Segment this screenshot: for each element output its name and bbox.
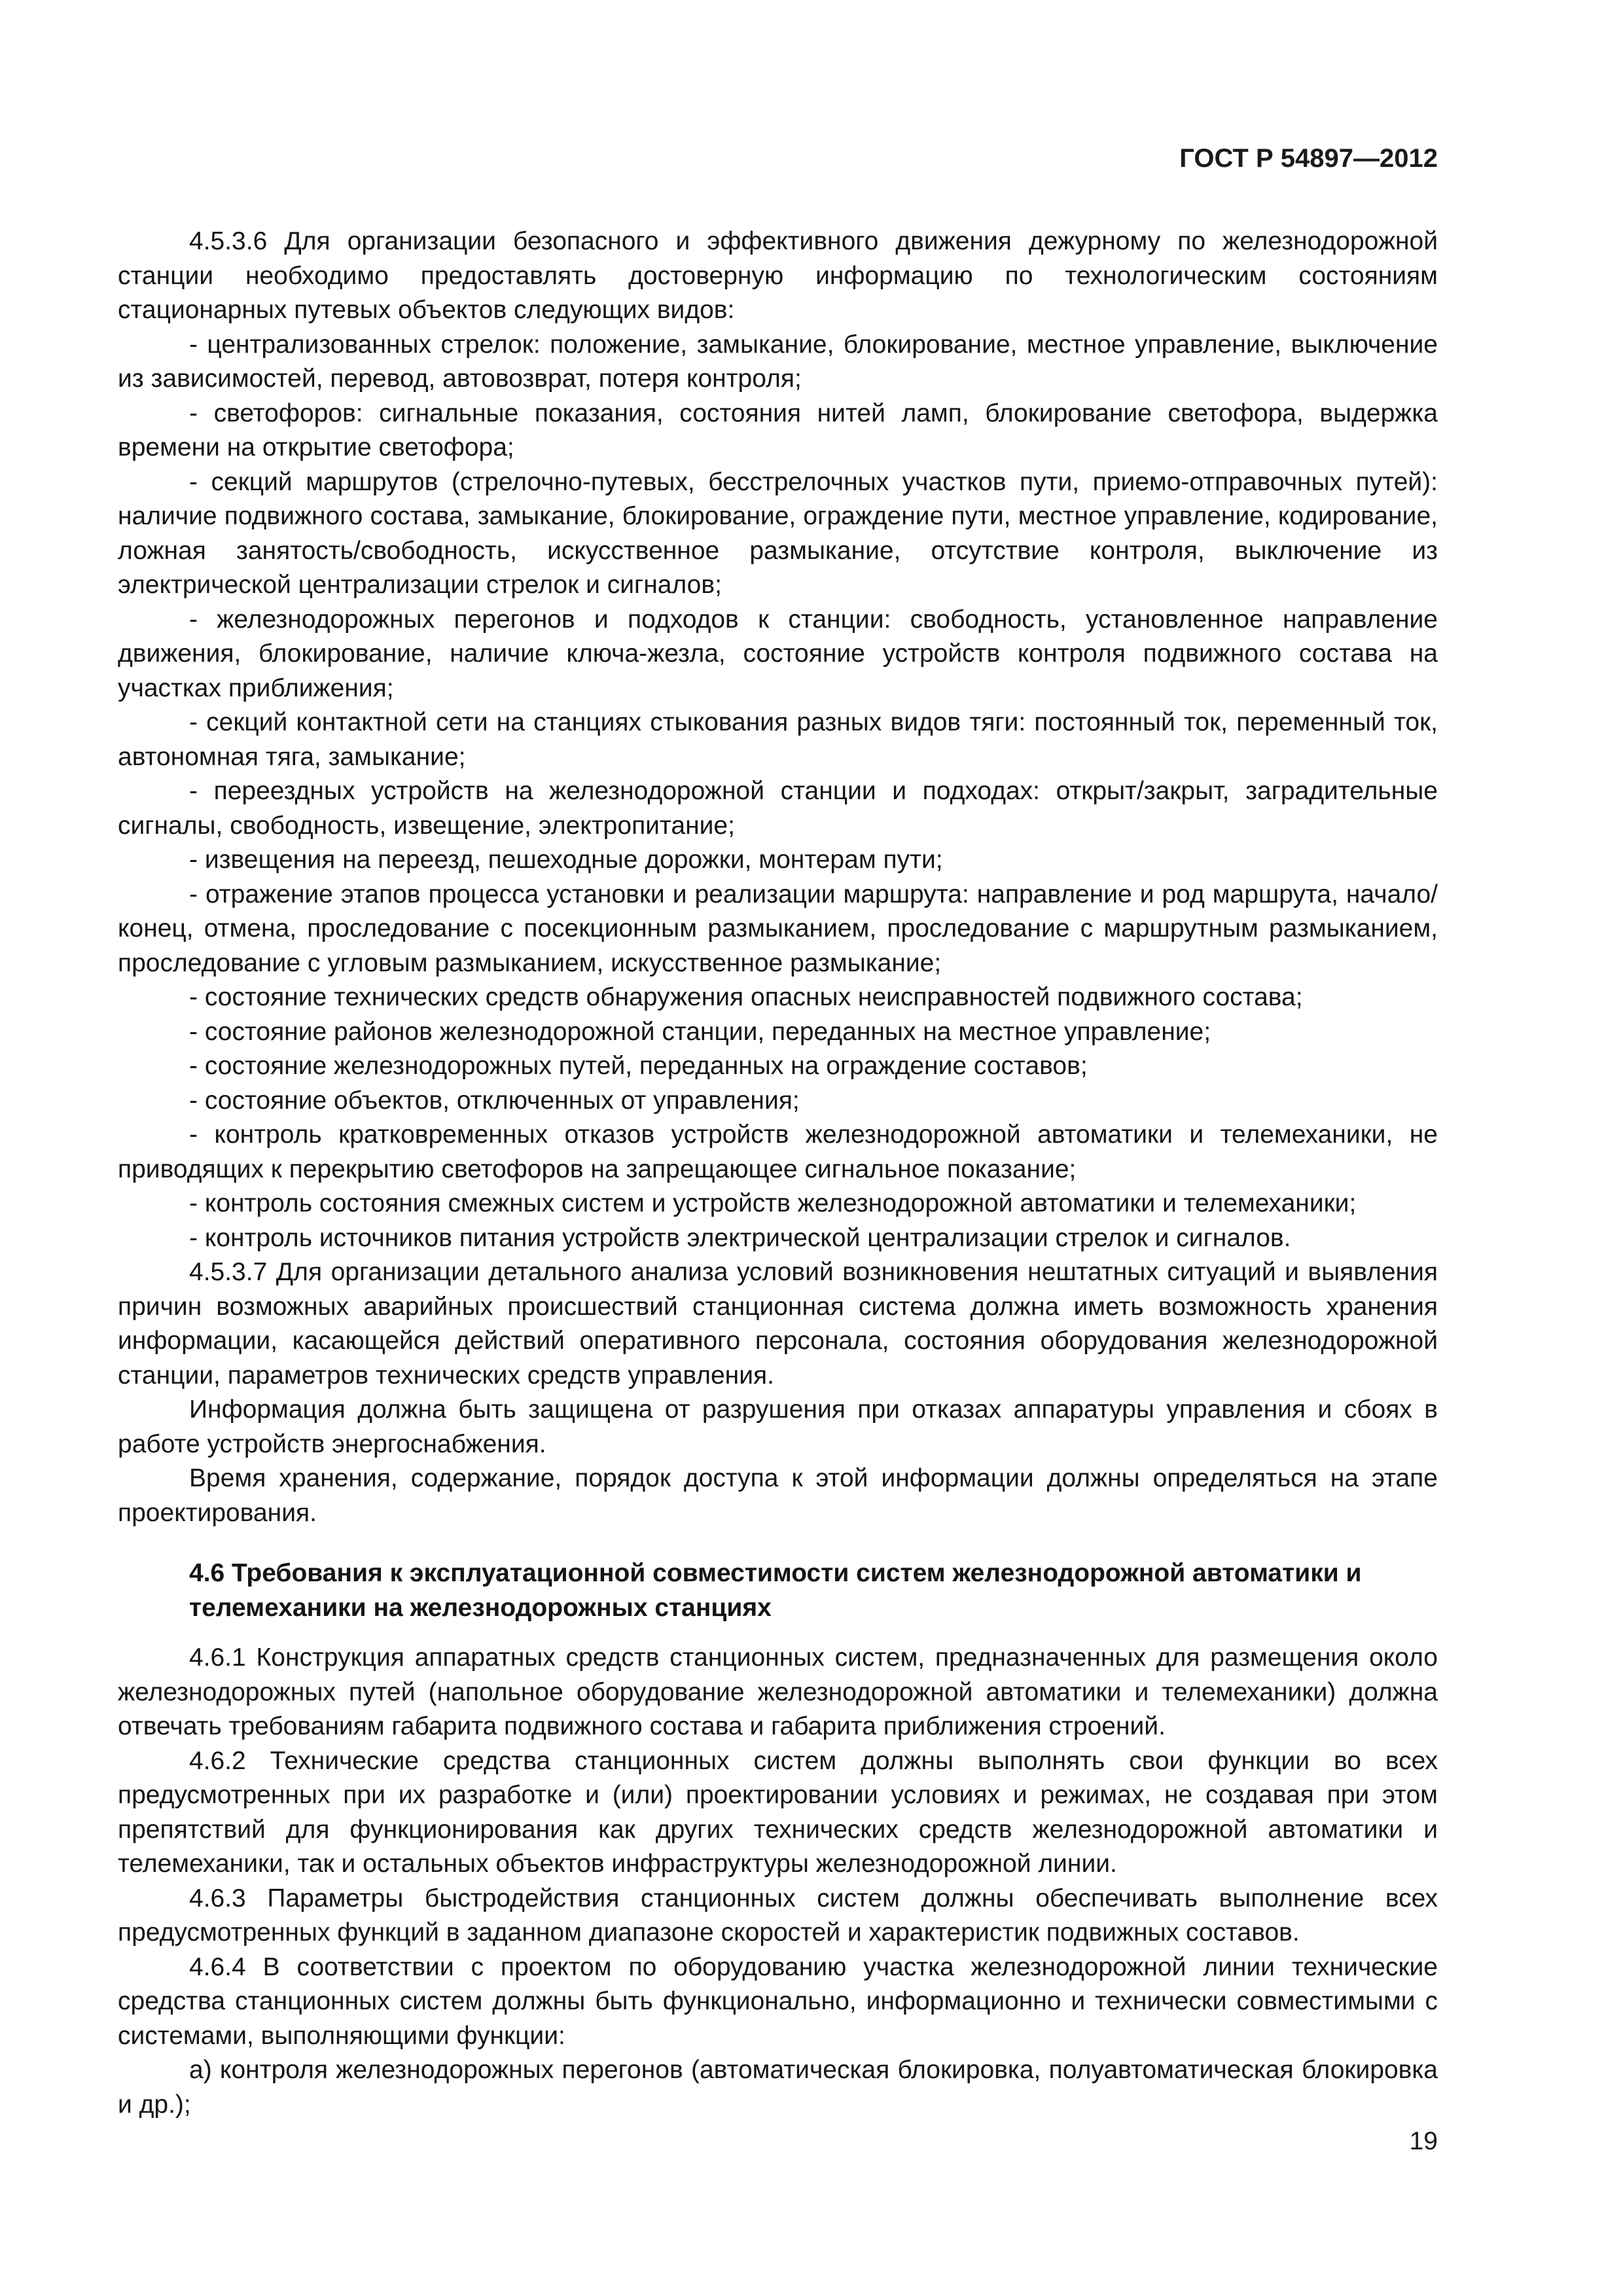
page-body [118, 224, 1438, 2122]
list-item: - состояние объектов, отключенных от управления; [189, 1086, 800, 1115]
paragraph-information-protection: Информация должна быть защищена от разрушения при отказах аппаратуры управления и сбоях в работе устройств энергоснабжения. [118, 1395, 1438, 1458]
list-item: - состояние железнодорожных путей, переданных на ограждение составов; [189, 1052, 1088, 1080]
paragraph-4-6-3: 4.6.3 Параметры быстродействия станционных систем должны обеспечивать выполнение всех предусмотренных функций в заданном диапазоне скоростей и характеристик подвижных составов. [118, 1884, 1438, 1946]
paragraph-4-6-1: 4.6.1 Конструкция аппаратных средств станционных систем, предназначенных для размещения около железнодорожных путей (напольное оборудование железнодорожной автоматики и телемеханики) должна отвечать требованиям габарита подвижного состава и габарита приближения строений. [118, 1643, 1438, 1740]
list-item: - контроль состояния смежных систем и устройств железнодорожной автоматики и телемеханики; [189, 1189, 1357, 1217]
list-item: - контроль источников питания устройств электрической централизации стрелок и сигналов. [189, 1223, 1291, 1252]
list-item: - состояние технических средств обнаружения опасных неисправностей подвижного состава; [189, 983, 1303, 1011]
list-item-a: а) контроля железнодорожных перегонов (автоматическая блокировка, полуавтоматическая блокировка и др.); [118, 2056, 1438, 2119]
list-item: - светофоров: сигнальные показания, состояния нитей ламп, блокирование светофора, выдержка времени на открытие светофора; [118, 399, 1438, 461]
list-item: - отражение этапов процесса установки и реализации маршрута: направление и род маршрута, начало/конец, отмена, проследование с посекционным размыканием, проследование с маршрутным размыканием, проследование с угловым размыканием, искусственное размыкание; [118, 880, 1438, 977]
list-item: - контроль кратковременных отказов устройств железнодорожной автоматики и телемеханики, не приводящих к перекрытию светофоров на запрещающее сигнальное показание; [118, 1121, 1438, 1183]
list-item: - секций маршрутов (стрелочно-путевых, бесстрелочных участков пути, приемо-отправочных путей): наличие подвижного состава, замыкание, блокирование, ограждение пути, местное управление, кодирование, ложная занятость/свободность, искусственное размыкание, отсутствие контроля, выключение из электрической централизации стрелок и сигналов; [118, 467, 1438, 599]
standard-code-header: ГОСТ Р 54897—2012 [1179, 144, 1438, 173]
paragraph-4-6-4: 4.6.4 В соответствии с проектом по оборудованию участка железнодорожной линии технические средства станционных систем должны быть функционально, информационно и технически совместимыми с системами, выполняющими функции: [118, 1952, 1438, 2050]
list-item: - секций контактной сети на станциях стыкования разных видов тяги: постоянный ток, переменный ток, автономная тяга, замыкание; [118, 708, 1438, 771]
list-item: - состояние районов железнодорожной станции, переданных на местное управление; [189, 1017, 1211, 1046]
paragraph-4-5-3-7: 4.5.3.7 Для организации детального анализа условий возникновения нештатных ситуаций и выявления причин возможных аварийных происшествий станционная система должна иметь возможность хранения информации, касающейся действий оперативного персонала, состояния оборудования железнодорожной станции, параметров технических средств управления. [118, 1258, 1438, 1390]
paragraph-4-5-3-6: 4.5.3.6 Для организации безопасного и эффективного движения дежурному по железнодорожной станции необходимо предоставлять достоверную информацию по технологическим состояниям стационарных путевых объектов следующих видов: [118, 227, 1438, 324]
list-item: - переездных устройств на железнодорожной станции и подходах: открыт/закрыт, заградительные сигналы, свободность, извещение, электропитание; [118, 777, 1438, 840]
page-number: 19 [1409, 2127, 1438, 2155]
paragraph-storage-time: Время хранения, содержание, порядок доступа к этой информации должны определяться на этапе проектирования. [118, 1464, 1438, 1527]
list-item: - железнодорожных перегонов и подходов к станции: свободность, установленное направление движения, блокирование, наличие ключа-жезла, состояние устройств контроля подвижного состава на участках приближения; [118, 605, 1438, 702]
section-heading-4-6: 4.6 Требования к эксплуатационной совместимости систем железнодорожной автоматики и телемеханики на железнодорожных станциях [189, 1559, 1362, 1622]
list-item: - централизованных стрелок: положение, замыкание, блокирование, местное управление, выключение из зависимостей, перевод, автовозврат, потеря контроля; [118, 330, 1438, 393]
paragraph-4-6-2: 4.6.2 Технические средства станционных систем должны выполнять свои функции во всех предусмотренных при их разработке и (или) проектировании условиях и режимах, не создавая при этом препятствий для функционирования как других технических средств железнодорожной автоматики и телемеханики, так и остальных объектов инфраструктуры железнодорожной линии. [118, 1746, 1438, 1878]
list-item: - извещения на переезд, пешеходные дорожки, монтерам пути; [189, 846, 943, 874]
